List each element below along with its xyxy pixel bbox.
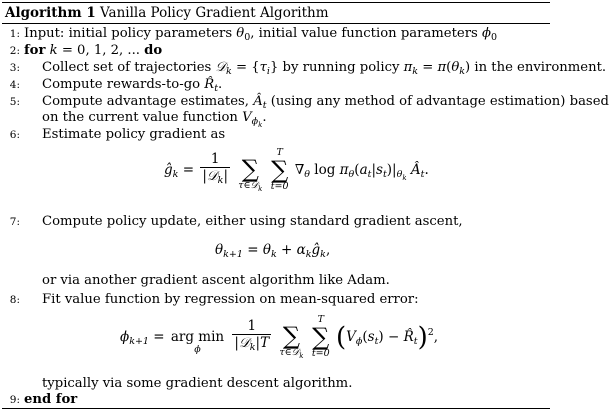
algorithm-box (2, 2, 609, 410)
policy-update-equation: $\theta_{k+1} = \theta_k$ + $\alpha_kĝ_k$, (215, 242, 331, 260)
line-number-7: 7: (9, 216, 20, 228)
fraction: $\frac{1}{|𝒟_k|}$ (202, 150, 228, 186)
line-2: for k = 0, 1, 2, ... do (24, 43, 163, 58)
line-number-2: 2: (9, 45, 20, 57)
line-1: Input: initial policy parameters $\theta_0$, initial value function parameters $\phi_0$ (24, 26, 498, 43)
line-number-3: 3: (9, 62, 20, 74)
line-7-continued: or via another gradient ascent algorithm like Adam. (42, 273, 390, 288)
line-5: Compute advantage estimates, $Â_t$ (using any method of advantage estimation) based (42, 94, 609, 111)
algorithm-title (5, 5, 329, 21)
line-5-continued: on the current value function $V_{\phi_k}$. (42, 110, 267, 129)
line-4: Compute rewards-to-go $R̂_t$. (42, 77, 223, 94)
line-number-1: 1: (9, 28, 20, 40)
algorithm-name: Vanilla Policy Gradient Algorithm (100, 5, 329, 21)
line-3: Collect set of trajectories 𝒟$_k$ = $\{\tau_i\}$ by running policy $\pi_k = \pi(\theta_k)$ in the environment. (42, 60, 607, 77)
line-number-5: 5: (9, 96, 20, 108)
sum-over-time: T ∑ t=0 (311, 314, 330, 360)
title-rule (2, 23, 550, 24)
line-6: Estimate policy gradient as (42, 127, 226, 142)
algorithm-label: Algorithm 1 (5, 5, 96, 21)
policy-gradient-equation: $ĝ_k$ = $\frac{1}{|𝒟_k|}$ ∑ τ∈𝒟$_k$ T ∑ t=0 $\nabla_\theta$ $\log \pi_\theta(a_t|s_t)|_{\theta_k}$ $Â_t$. (164, 147, 429, 193)
line-8-continued: typically via some gradient descent algorithm. (42, 376, 353, 391)
line-number-8: 8: (9, 294, 20, 306)
top-rule (2, 2, 550, 3)
line-number-9: 9: (9, 394, 20, 406)
value-fit-equation: $\phi_{k+1}$ = arg min ϕ $\frac{1}{|𝒟_k|T}$ ∑ τ∈𝒟$_k$ T ∑ t=0 ($V_\phi(s_t)$ − $R̂_t)^2$, (120, 314, 439, 360)
fraction: $\frac{1}{|𝒟_k|T}$ (234, 317, 270, 353)
sum-over-trajectories: ∑ τ∈𝒟$_k$ (238, 155, 263, 193)
for-keyword: for (24, 43, 46, 58)
do-keyword: do (144, 43, 163, 58)
line-number-6: 6: (9, 129, 20, 141)
sum-over-time: T ∑ t=0 (270, 147, 289, 193)
line-8: Fit value function by regression on mean-squared error: (42, 292, 419, 307)
bottom-rule (2, 408, 550, 409)
line-number-4: 4: (9, 79, 20, 91)
sum-over-trajectories: ∑ τ∈𝒟$_k$ (279, 322, 304, 360)
argmin-operator: arg min ϕ (170, 329, 225, 356)
end-for-keyword: end for (24, 392, 78, 407)
line-9 (24, 392, 77, 408)
line-7: Compute policy update, either using standard gradient ascent, (42, 214, 463, 229)
